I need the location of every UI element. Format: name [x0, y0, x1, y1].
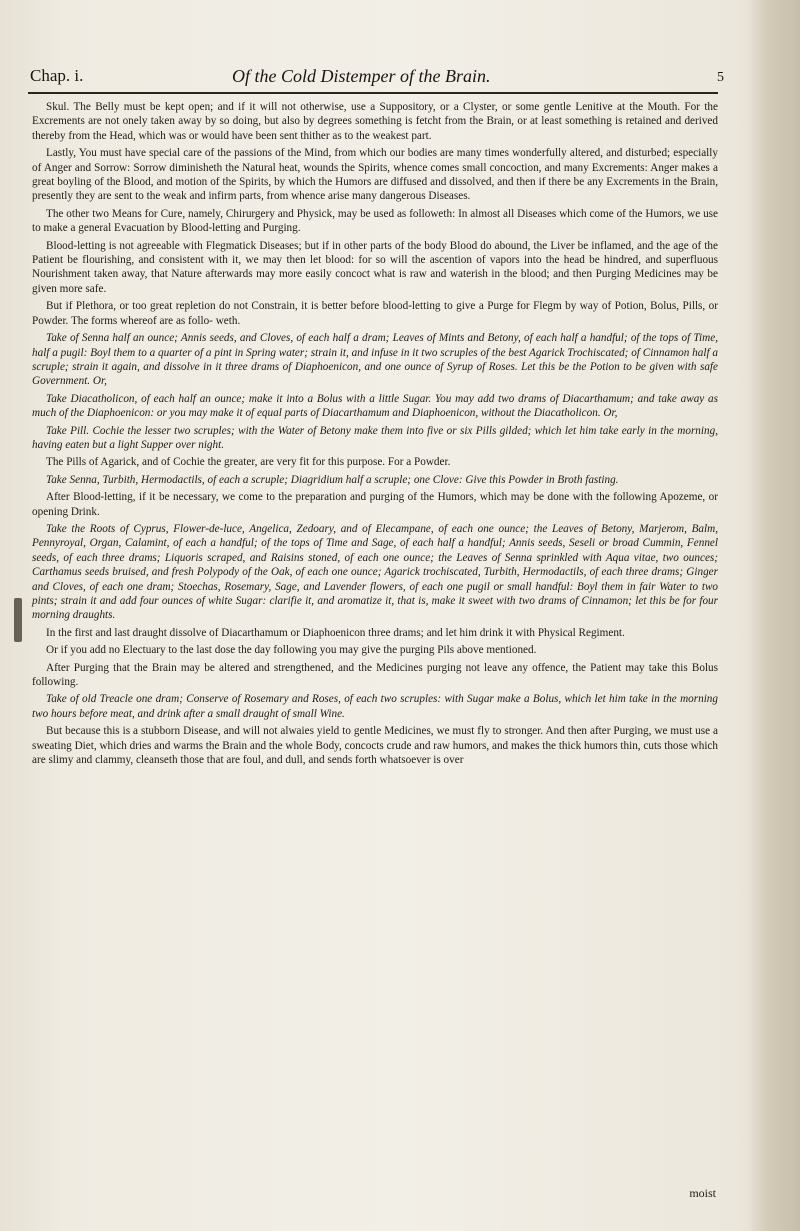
paragraph: But because this is a stubborn Disease, and will not alwaies yield to gentle Medicines, we must fly to stronger. And then after Purging, we must use a sweating Diet, which dries and warms the Brain and the whole Body, concocts crude and raw humors, and makes the thick humors thin, cuts those which are slimy and clammy, cleanseth those that are foul, and dull, and sends forth whatsoever is over	[32, 725, 718, 767]
paragraph: After Purging that the Brain may be altered and strengthened, and the Medicines purging not leave any offence, the Patient may take this Bolus following.	[32, 661, 718, 689]
paragraph: In the first and last draught dissolve of Diacarthamum or Diaphoenicon three drams; and let him drink it with Physical Regiment.	[46, 626, 625, 639]
paragraph: The Pills of Agarick, and of Cochie the greater, are very fit for this purpose. For a Powder.	[46, 456, 451, 469]
catchword: moist	[689, 1186, 716, 1200]
recipe-paragraph: Take Diacatholicon, of each half an ounce; make it into a Bolus with a little Sugar. You may add two drams of Diacarthamum; and take away as much of the Diaphoenicon: or you may make it of equal parts of Diacarthamum and Diaphoenicon, without the Diacatholicon. Or,	[32, 392, 718, 420]
paragraph: Lastly, You must have special care of the passions of the Mind, from which our bodies are many times wonderfully altered, and disturbed; especially of Anger and Sorrow: Sorrow diminisheth the Natural heat, wounds the Spirits, whence comes small concoction, and many Excrements: Anger makes a great boyling of the Blood, and motion of the Spirits, by which the Humors are diffused and dissolved, and then if there be any Excrements in the Brain, presently they are sent to the weak and infirm parts, from whence arise many dangerous Diseases.	[32, 147, 718, 203]
header-rule	[28, 92, 718, 94]
paragraph: Blood-letting is not agreeable with Flegmatick Diseases; but if in other parts of the body Blood do abound, the Liver be inflamed, and the age of the Patient be flourishing, and consistent with it, we may then let blood: for so will the ascention of vapors into the head be hindred, and superfluous Nourishment taken away, that Nature afterwards may more easily concoct what is raw and waterish in the blood; and then Purging Medicines may be given more safe.	[32, 239, 718, 295]
paragraph: But if Plethora, or too great repletion do not Constrain, it is better before blood-letting to give a Purge for Flegm by way of Potion, Bolus, Pills, or Powder. The forms whereof are as follo- weth.	[32, 300, 718, 327]
running-header	[24, 66, 724, 92]
running-title: Of the Cold Distemper of the Brain.	[232, 66, 491, 86]
recipe-paragraph: Take Pill. Cochie the lesser two scruples; with the Water of Betony make them into five or six Pills gilded; which let him take early in the morning, having eaten but a light Supper over night.	[32, 424, 718, 451]
paragraph: Or if you add no Electuary to the last dose the day following you may give the purging Pils above mentioned.	[46, 644, 537, 657]
recipe-paragraph: Take Senna, Turbith, Hermodactils, of each a scruple; Diagridium half a scruple; one Clove: Give this Powder in Broth fasting.	[46, 473, 619, 486]
recipe-paragraph: Take of old Treacle one dram; Conserve of Rosemary and Roses, of each two scruples: with Sugar make a Bolus, which let him take in the morning two hours before meat, and drink after a small draught of small Wine.	[32, 693, 718, 720]
recipe-paragraph: Take the Roots of Cyprus, Flower-de-luce, Angelica, Zedoary, and of Elecampane, of each one ounce; the Leaves of Betony, Marjerom, Balm, Pennyroyal, Organ, Calamint, of each a handful; of the tops of Time and Sage, of each half a handful; Annis seeds, Seseli or broad Cummin, Fennel seeds, of each three drams; Liquoris scraped, and Raisins stoned, of each one ounce; the Leaves of Senna sprinkled with Aqua vitae, two ounces; Carthamus seeds bruised, and fresh Polypody of the Oak, of each one ounce; Agarick trochiscated, Turbith, Hermodactils, of each three drams; Ginger and Cloves, of each one dram; Stoechas, Rosemary, Sage, and Lavender flowers, of each one pugil or small handful: Boyl them in fair Water to two pints; strain it and add four ounces of white Sugar: clarifie it, and aromatize it, that is, make it sweet with two drams of Cinnamon; let this be for four morning draughts.	[32, 522, 718, 622]
ink-blot	[14, 598, 22, 642]
paragraph: The other two Means for Cure, namely, Chirurgery and Physick, may be used as followeth: In almost all Diseases which come of the Humors, we use to make a general Evacuation by Blood-letting and Purging.	[32, 207, 718, 235]
chapter-label: Chap. i.	[30, 66, 84, 85]
paragraph: Skul. The Belly must be kept open; and if it will not otherwise, use a Suppository, or a Clyster, or some gentle Lenitive at the Mouth. For the Excrements are not onely taken away by so doing, but also by degrees something is fetcht from the Brain, or at least something is retained and derived thereby from the Head, which was or would have been sent thither as to the weakest part.	[32, 101, 718, 142]
paragraph: After Blood-letting, if it be necessary, we come to the preparation and purging of the Humors, which may be done with the following Apozeme, or opening Drink.	[32, 491, 718, 518]
recipe-paragraph: Take of Senna half an ounce; Annis seeds, and Cloves, of each half a dram; Leaves of Mints and Betony, of each half a handful; of the tops of Time, half a pugil: Boyl them to a quarter of a pint in Spring water; strain it, and infuse in it two scruples of the best Agarick Trochiscated; of Cinnamon half a scruple; strain it again, and dissolve in it three drams of Diaphoenicon, and one ounce of Syrup of Roses. Let this be the Potion to be given with safe Government. Or,	[32, 332, 718, 388]
page-gutter-shadow	[748, 0, 800, 1231]
body-text	[32, 100, 718, 770]
page-number: 5	[717, 70, 724, 85]
